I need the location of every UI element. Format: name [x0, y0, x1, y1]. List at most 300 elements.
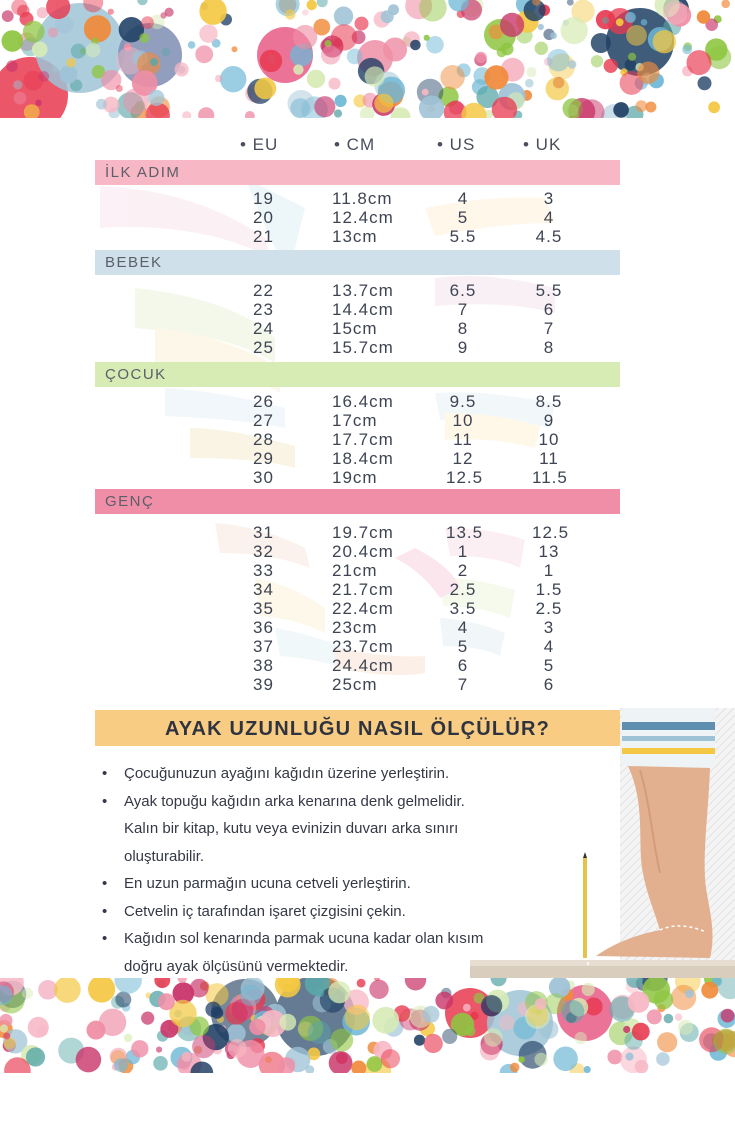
size-row	[0, 637, 735, 656]
header-uk: • UK	[523, 135, 562, 154]
decorative-dot	[500, 13, 524, 37]
decorative-dot	[330, 1029, 353, 1052]
size-row	[0, 300, 735, 319]
uk-cell: 1.5	[535, 580, 563, 599]
decorative-dot	[701, 982, 718, 999]
decorative-dot	[314, 96, 335, 117]
decorative-dot	[553, 1047, 578, 1072]
decorative-dot	[39, 71, 50, 82]
us-cell: 3.5	[449, 599, 477, 618]
decorative-dot	[198, 107, 214, 118]
decorative-dot	[178, 978, 187, 983]
decorative-dot	[663, 1, 687, 25]
uk-cell: 11	[539, 449, 559, 468]
decorative-dot	[355, 17, 369, 31]
decorative-dot	[491, 978, 507, 986]
cm-cell: 25cm	[332, 675, 378, 694]
decorative-dot	[23, 21, 45, 43]
decorative-dot	[162, 47, 171, 56]
decorative-dot	[116, 85, 123, 92]
decorative-dot	[405, 978, 426, 991]
header-eu: • EU	[240, 135, 279, 154]
decorative-dot	[721, 1009, 735, 1023]
decorative-dot	[240, 985, 261, 1006]
decorative-dot	[124, 1034, 132, 1042]
decorative-dot	[285, 9, 295, 19]
size-row	[0, 542, 735, 561]
cm-cell: 18.4cm	[332, 449, 394, 468]
decorative-dot	[657, 1032, 677, 1052]
decorative-dot	[628, 53, 636, 61]
decorative-dot	[410, 40, 421, 51]
cm-cell: 16.4cm	[332, 392, 394, 411]
us-cell: 1	[457, 542, 469, 561]
decorative-dot	[481, 995, 502, 1016]
decorative-dot	[635, 1060, 649, 1073]
decorative-dot	[546, 77, 569, 100]
decorative-dot	[628, 991, 650, 1013]
decorative-dot	[114, 1058, 128, 1072]
cm-cell: 23cm	[332, 618, 378, 637]
cm-cell: 13.7cm	[332, 281, 394, 300]
section-band-bebek: BEBEK	[95, 250, 620, 275]
header-us: • US	[437, 135, 476, 154]
cm-cell: 15.7cm	[332, 338, 394, 357]
decorative-dot	[372, 1007, 399, 1034]
decorative-dot	[54, 978, 81, 1003]
decorative-dot	[220, 66, 246, 92]
bullet-glyph: •	[102, 902, 108, 920]
decorative-dot	[575, 1032, 587, 1044]
size-row	[0, 675, 735, 694]
bullet-glyph: •	[102, 765, 108, 782]
decorative-dot	[71, 44, 86, 59]
uk-cell: 4	[543, 637, 555, 656]
decorative-dot	[547, 49, 570, 72]
decorative-dot	[365, 66, 385, 86]
decorative-dot	[115, 992, 131, 1008]
cm-cell: 11.8cm	[332, 189, 393, 208]
cm-cell: 17.7cm	[332, 430, 394, 449]
uk-cell: 12.5	[532, 523, 570, 542]
us-cell: 7	[457, 675, 469, 694]
decorative-dot	[115, 978, 142, 994]
decorative-dot	[131, 1040, 148, 1057]
decorative-dot	[671, 985, 696, 1010]
decorative-dot	[625, 12, 636, 23]
decorative-dot	[228, 1039, 247, 1058]
decorative-dot	[329, 1051, 353, 1073]
decorative-dot	[52, 66, 58, 72]
decorative-dot	[334, 109, 342, 117]
decorative-dot	[328, 981, 350, 1003]
size-row	[0, 208, 735, 227]
size-row	[0, 319, 735, 338]
decorative-dot	[139, 33, 149, 43]
decorative-dot	[682, 45, 692, 55]
decorative-dot	[22, 988, 33, 999]
decorative-dot	[616, 18, 624, 26]
uk-cell: 3	[543, 189, 555, 208]
decorative-dot	[245, 111, 255, 118]
decorative-dot	[35, 100, 41, 106]
us-cell: 8	[457, 319, 469, 338]
decorative-dot	[331, 24, 357, 50]
decorative-dot	[345, 1005, 370, 1030]
decorative-dot	[175, 62, 189, 76]
us-cell: 5	[457, 208, 469, 227]
cm-cell: 17cm	[332, 411, 378, 430]
cm-cell: 21cm	[332, 561, 378, 580]
decorative-dot	[484, 65, 508, 89]
decorative-dot	[347, 49, 363, 65]
decorative-dot	[76, 1047, 102, 1073]
decorative-dot	[317, 0, 328, 7]
decorative-dot	[584, 1066, 591, 1073]
decorative-dot	[664, 1014, 674, 1024]
instruction-text: Cetvelin iç tarafından işaret çizgisini çekin.	[124, 902, 406, 920]
cm-cell: 22.4cm	[332, 599, 394, 618]
uk-cell: 10	[538, 430, 560, 449]
decorative-dot	[625, 59, 637, 71]
uk-cell: 7	[543, 319, 555, 338]
uk-cell: 9	[543, 411, 555, 430]
us-cell: 6.5	[449, 281, 477, 300]
bullet-glyph: •	[102, 792, 108, 810]
us-cell: 5	[457, 637, 469, 656]
decorative-dot	[484, 1028, 503, 1047]
us-cell: 13.5	[446, 523, 484, 542]
decorative-dot	[88, 978, 115, 1003]
us-cell: 6	[457, 656, 469, 675]
decorative-dot	[334, 7, 353, 26]
instruction-text: doğru ayak ölçüsünü vermektedir.	[124, 957, 349, 975]
us-cell: 4	[457, 618, 469, 637]
uk-cell: 3	[543, 618, 555, 637]
us-cell: 12.5	[446, 468, 484, 487]
decorative-dot	[369, 980, 388, 999]
decorative-dot	[2, 10, 14, 22]
bullet-glyph: •	[102, 875, 108, 892]
decorative-dot	[158, 993, 175, 1010]
size-row	[0, 449, 735, 468]
eu-cell: 31	[253, 523, 274, 542]
decorative-dot	[215, 75, 222, 82]
eu-cell: 39	[253, 675, 274, 694]
decorative-dot	[66, 58, 76, 68]
decorative-dot	[591, 55, 603, 67]
cm-cell: 19cm	[332, 468, 378, 487]
cm-cell: 24.4cm	[332, 656, 394, 675]
decorative-dot	[653, 30, 676, 53]
decorative-dot	[604, 59, 618, 73]
eu-cell: 27	[253, 411, 274, 430]
decorative-dot	[211, 1007, 223, 1019]
us-cell: 9	[457, 338, 469, 357]
eu-cell: 21	[253, 227, 274, 246]
decorative-dot	[567, 0, 574, 6]
size-row	[0, 656, 735, 675]
cm-cell: 12.4cm	[332, 208, 394, 227]
decorative-dot	[315, 988, 324, 997]
bullet-glyph: •	[102, 930, 108, 947]
decorative-dot	[625, 1053, 633, 1061]
instruction-text: Ayak topuğu kağıdın arka kenarına denk gelmelidir.	[124, 792, 465, 810]
size-row	[0, 189, 735, 208]
decorative-dot	[302, 9, 308, 15]
decorative-dot	[60, 66, 78, 84]
size-row	[0, 392, 735, 411]
decorative-dot	[641, 19, 648, 26]
uk-cell: 2.5	[535, 599, 563, 618]
eu-cell: 24	[253, 319, 274, 338]
size-row	[0, 338, 735, 357]
decorative-dot	[150, 58, 158, 66]
decorative-dot	[510, 1063, 520, 1073]
decorative-dot	[156, 1047, 162, 1053]
decorative-dot	[232, 46, 238, 52]
decorative-dot	[137, 0, 147, 5]
cm-cell: 21.7cm	[332, 580, 394, 599]
size-row	[0, 227, 735, 246]
decorative-dot	[623, 1026, 630, 1033]
size-row	[0, 281, 735, 300]
size-row	[0, 468, 735, 487]
decorative-dot	[383, 38, 407, 62]
decorative-dot	[14, 92, 27, 105]
header-cm: • CM	[334, 135, 376, 154]
decorative-dot	[13, 80, 22, 89]
decorative-dot	[3, 1033, 10, 1040]
decorative-dot	[182, 111, 191, 118]
decorative-dot	[697, 10, 710, 23]
polka-dot-border-bottom	[0, 978, 735, 1073]
decorative-dot	[6, 60, 18, 72]
decorative-dot	[381, 10, 394, 23]
us-cell: 11	[453, 430, 473, 449]
decorative-dot	[293, 64, 303, 74]
decorative-dot	[499, 1015, 515, 1031]
decorative-dot	[192, 1035, 215, 1058]
decorative-dot	[721, 0, 730, 8]
cm-cell: 23.7cm	[332, 637, 394, 656]
decorative-dot	[254, 78, 276, 100]
decorative-dot	[685, 989, 694, 998]
us-cell: 2.5	[449, 580, 477, 599]
section-band-cocuk: ÇOCUK	[95, 362, 620, 387]
decorative-dot	[293, 25, 317, 49]
decorative-dot	[678, 1020, 693, 1035]
decorative-dot	[84, 15, 111, 42]
instruction-text: Kalın bir kitap, kutu veya evinizin duvarı arka sınırı	[124, 820, 459, 837]
decorative-dot	[635, 100, 647, 112]
eu-cell: 32	[253, 542, 274, 561]
decorative-dot	[440, 65, 464, 89]
eu-cell: 25	[253, 338, 274, 357]
cm-cell: 19.7cm	[332, 523, 394, 542]
decorative-dot	[708, 101, 720, 113]
baby-foot-illustration	[470, 708, 735, 978]
decorative-dot	[96, 99, 107, 110]
decorative-dot	[645, 102, 656, 113]
decorative-dot	[561, 1000, 584, 1023]
size-row	[0, 561, 735, 580]
us-cell: 12	[452, 449, 474, 468]
uk-cell: 13	[538, 542, 560, 561]
decorative-dot	[465, 1026, 475, 1036]
decorative-dot	[307, 70, 325, 88]
decorative-dot	[613, 102, 629, 118]
decorative-dot	[475, 52, 486, 63]
eu-cell: 38	[253, 656, 274, 675]
cm-cell: 13cm	[332, 227, 378, 246]
us-cell: 7	[457, 300, 469, 319]
instruction-text: Kağıdın sol kenarında parmak ucuna kadar olan kısım	[124, 930, 484, 947]
decorative-dot	[687, 50, 712, 75]
decorative-dot	[632, 1023, 650, 1041]
decorative-dot	[381, 1049, 400, 1068]
eu-cell: 36	[253, 618, 274, 637]
decorative-dot	[526, 67, 536, 77]
decorative-dot	[367, 1056, 383, 1072]
decorative-dot	[195, 45, 213, 63]
decorative-dot	[141, 16, 154, 29]
decorative-dot	[154, 978, 170, 988]
uk-cell: 5.5	[535, 281, 563, 300]
decorative-dot	[442, 1029, 457, 1044]
decorative-dot	[637, 62, 659, 84]
decorative-dot	[182, 1052, 192, 1062]
decorative-dot	[86, 43, 101, 58]
decorative-dot	[141, 1012, 154, 1025]
decorative-dot	[307, 0, 317, 10]
uk-cell: 4	[543, 208, 555, 227]
uk-cell: 11.5	[532, 468, 568, 487]
eu-cell: 19	[253, 189, 274, 208]
decorative-dot	[422, 89, 429, 96]
decorative-dot	[153, 1056, 168, 1071]
eu-cell: 28	[253, 430, 274, 449]
uk-cell: 1	[543, 561, 555, 580]
uk-cell: 4.5	[535, 227, 563, 246]
us-cell: 4	[457, 189, 469, 208]
decorative-dot	[591, 33, 611, 53]
cm-cell: 14.4cm	[332, 300, 394, 319]
decorative-dot	[626, 25, 647, 46]
decorative-dot	[357, 979, 366, 988]
eu-cell: 26	[253, 392, 274, 411]
decorative-dot	[374, 94, 393, 113]
decorative-dot	[148, 90, 164, 106]
size-row	[0, 430, 735, 449]
decorative-dot	[424, 1034, 443, 1053]
instruction-text: Çocuğunuzun ayağını kağıdın üzerine yerleştirin.	[124, 765, 450, 782]
uk-cell: 8.5	[535, 392, 563, 411]
decorative-dot	[535, 998, 547, 1010]
decorative-dot	[249, 1019, 265, 1035]
decorative-dot	[199, 25, 217, 43]
decorative-dot	[538, 24, 544, 30]
decorative-dot	[656, 1052, 670, 1066]
eu-cell: 30	[253, 468, 274, 487]
section-band-ilk-adim: İLK ADIM	[95, 160, 620, 185]
size-row	[0, 618, 735, 637]
decorative-dot	[423, 1006, 440, 1023]
eu-cell: 22	[253, 281, 274, 300]
eu-cell: 33	[253, 561, 274, 580]
decorative-dot	[351, 1061, 366, 1074]
decorative-dot	[698, 76, 712, 90]
decorative-dot	[288, 90, 315, 117]
decorative-dot	[561, 17, 588, 44]
decorative-dot	[99, 1009, 126, 1036]
decorative-dot	[28, 1017, 49, 1038]
us-cell: 9.5	[449, 392, 477, 411]
cm-cell: 20.4cm	[332, 542, 394, 561]
us-cell: 2	[457, 561, 469, 580]
decorative-dot	[188, 41, 196, 49]
polka-dot-border-top	[0, 0, 735, 118]
us-cell: 10	[452, 411, 474, 430]
decorative-dot	[414, 1035, 425, 1046]
decorative-dot	[602, 17, 609, 24]
decorative-dot	[335, 95, 347, 107]
decorative-dot	[568, 60, 577, 69]
eu-cell: 37	[253, 637, 274, 656]
decorative-dot	[435, 992, 453, 1010]
decorative-dot	[582, 983, 595, 996]
size-row	[0, 411, 735, 430]
instruction-text: oluşturabilir.	[124, 847, 205, 865]
decorative-dot	[518, 1056, 524, 1062]
decorative-dot	[165, 8, 174, 17]
eu-cell: 29	[253, 449, 274, 468]
decorative-dot	[463, 1004, 471, 1012]
size-row	[0, 580, 735, 599]
eu-cell: 35	[253, 599, 274, 618]
decorative-dot	[108, 9, 114, 15]
size-row	[0, 523, 735, 542]
decorative-dot	[360, 107, 375, 118]
decorative-dot	[675, 1013, 683, 1021]
size-row	[0, 599, 735, 618]
decorative-dot	[0, 1024, 8, 1032]
decorative-dot	[535, 42, 548, 55]
decorative-dot	[501, 43, 514, 56]
decorative-dot	[329, 78, 341, 90]
decorative-dot	[550, 32, 557, 39]
howto-title: AYAK UZUNLUĞU NASIL ÖLÇÜLÜR?	[164, 718, 551, 740]
decorative-dot	[32, 42, 48, 58]
eu-cell: 20	[253, 208, 274, 227]
decorative-dot	[534, 1053, 547, 1066]
decorative-dot	[2, 30, 24, 52]
decorative-dot	[308, 1021, 331, 1044]
uk-cell: 5	[543, 656, 555, 675]
eu-cell: 34	[253, 580, 274, 599]
us-cell: 5.5	[449, 227, 477, 246]
decorative-dot	[607, 1050, 622, 1065]
uk-cell: 8	[543, 338, 555, 357]
eu-cell: 23	[253, 300, 274, 319]
cm-cell: 15cm	[332, 319, 378, 338]
decorative-dot	[279, 1014, 296, 1031]
decorative-dot	[190, 979, 209, 998]
decorative-dot	[525, 79, 534, 88]
section-band-genc: GENÇ	[95, 489, 620, 514]
decorative-dot	[426, 36, 444, 54]
uk-cell: 6	[543, 300, 555, 319]
